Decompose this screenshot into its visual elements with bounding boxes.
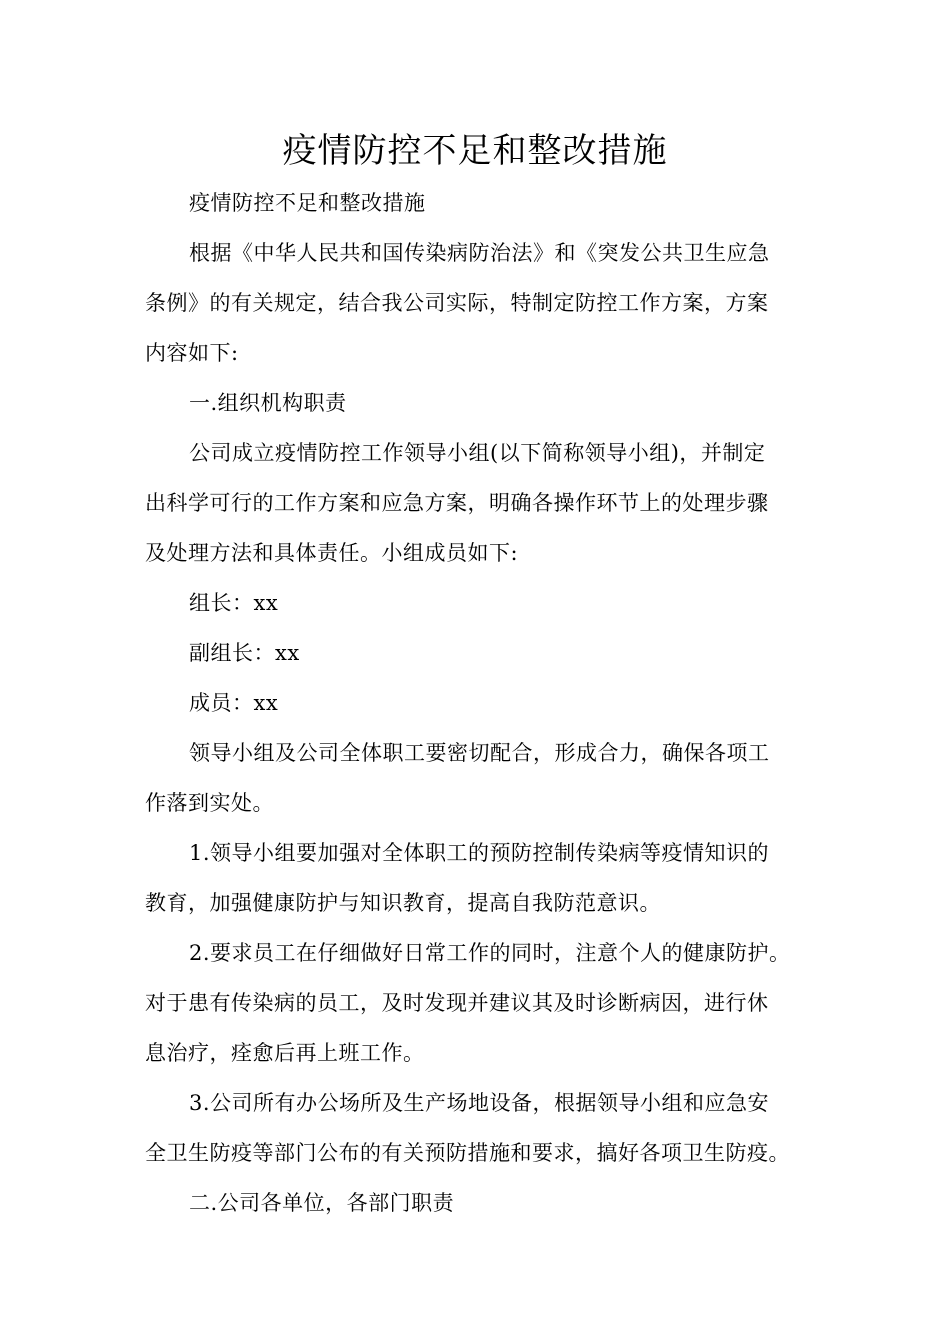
- text-line: 出科学可行的工作方案和应急方案，明确各操作环节上的处理步骤: [145, 491, 769, 515]
- text-line: 疫情防控不足和整改措施: [189, 191, 426, 215]
- text-line: 全卫生防疫等部门公布的有关预防措施和要求，搞好各项卫生防疫。: [145, 1141, 790, 1165]
- text-line: 二.公司各单位，各部门职责: [189, 1191, 455, 1215]
- text-line: 及处理方法和具体责任。小组成员如下:: [145, 541, 519, 565]
- text-line: 教育，加强健康防护与知识教育，提高自我防范意识。: [145, 891, 661, 915]
- text-line: 成员：xx: [189, 691, 279, 715]
- text-line: 内容如下:: [145, 341, 239, 365]
- text-line: 作落到实处。: [145, 791, 274, 815]
- text-line: 对于患有传染病的员工，及时发现并建议其及时诊断病因，进行休: [145, 991, 769, 1015]
- text-line: 1.领导小组要加强对全体职工的预防控制传染病等疫情知识的: [189, 841, 770, 865]
- text-line: 根据《中华人民共和国传染病防治法》和《突发公共卫生应急: [189, 241, 770, 265]
- document-body: [145, 178, 810, 1228]
- text-line: 公司成立疫情防控工作领导小组(以下简称领导小组)，并制定: [189, 441, 766, 465]
- text-line: 一.组织机构职责: [189, 391, 347, 415]
- text-line: 3.公司所有办公场所及生产场地设备，根据领导小组和应急安: [189, 1091, 770, 1115]
- document-title: 疫情防控不足和整改措施: [282, 131, 668, 171]
- text-line: 组长：xx: [189, 591, 279, 615]
- text-line: 2.要求员工在仔细做好日常工作的同时，注意个人的健康防护。: [189, 941, 791, 965]
- text-line: 条例》的有关规定，结合我公司实际，特制定防控工作方案，方案: [145, 291, 769, 315]
- text-line: 副组长：xx: [189, 641, 300, 665]
- text-line: 息治疗，痊愈后再上班工作。: [145, 1041, 425, 1065]
- text-line: 领导小组及公司全体职工要密切配合，形成合力，确保各项工: [189, 741, 770, 765]
